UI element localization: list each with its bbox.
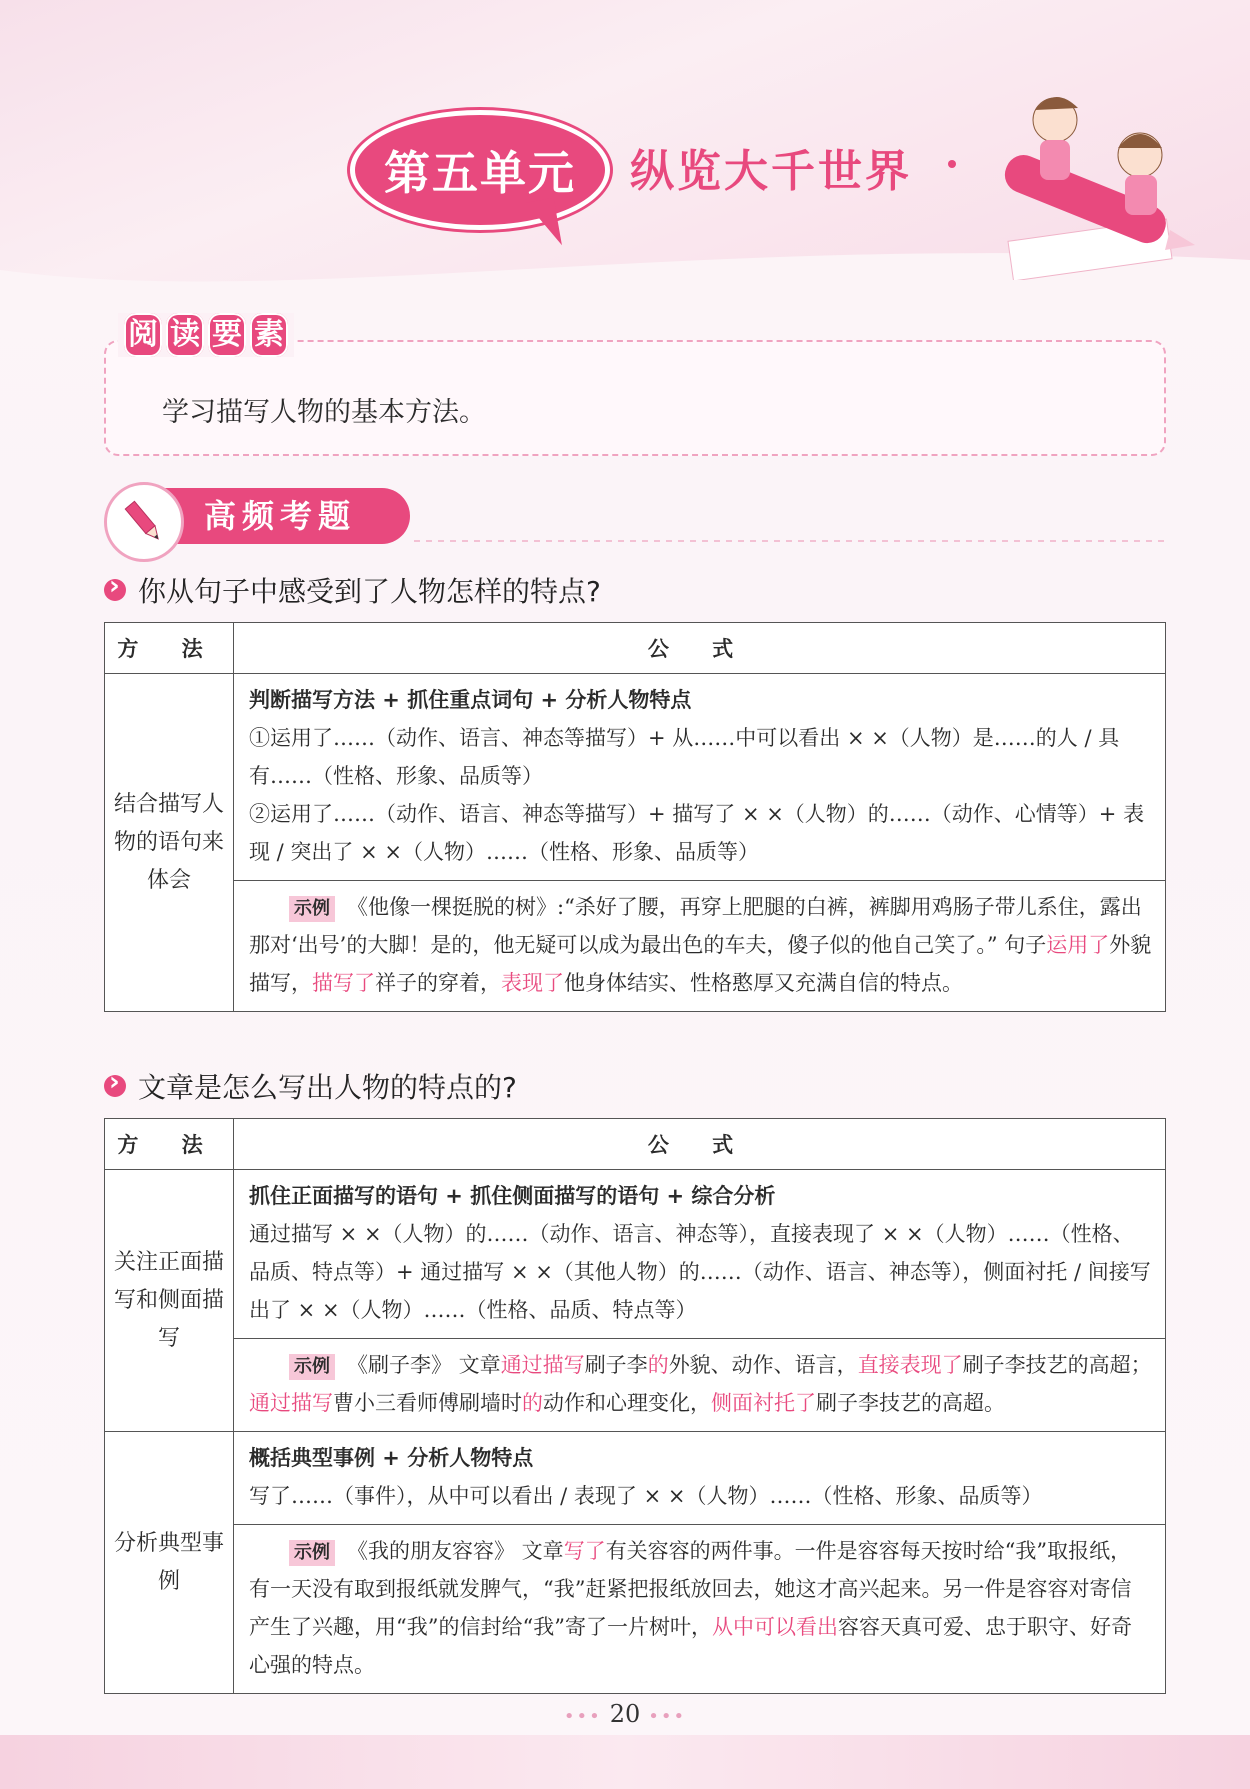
formula-line: ②运用了……（动作、语言、神态等描写）+ 描写了 × ×（人物）的……（动作、心情等）+ 表现 / 突出了 × ×（人物）……（性格、形象、品质等） [249, 802, 1145, 864]
highlight: 的 [522, 1391, 543, 1415]
header-formula: 公 式 [234, 1119, 1166, 1170]
example-text: 刷子李技艺的高超； [962, 1353, 1152, 1377]
highlight: 表现了 [501, 971, 564, 995]
example-text: 刷子李技艺的高超。 [816, 1391, 1005, 1415]
header-formula: 公 式 [234, 623, 1166, 674]
question-text: 文章是怎么写出人物的特点的? [138, 1071, 517, 1104]
high-frequency-banner [104, 488, 414, 544]
footer-dots: ••• [648, 1706, 687, 1727]
highlight: 运用了 [1046, 933, 1110, 957]
header-method: 方 法 [105, 623, 234, 674]
formula-line: 通过描写 × ×（人物）的……（动作、语言、神态等），直接表现了 × ×（人物）……（性格、品质、特点等）+ 通过描写 × ×（其他人物）的……（动作、语言、神态等），侧面衬托 / 间接写出了 × ×（人物）……（性格、品质、特点等） [249, 1222, 1151, 1322]
label-char: 阅 [124, 313, 162, 357]
formula-head: 抓住正面描写的语句 + 抓住侧面描写的语句 + 综合分析 [249, 1184, 776, 1208]
example-tag: 示例 [289, 1540, 335, 1566]
reading-element-label [118, 313, 294, 357]
page-footer [0, 1700, 1250, 1728]
bottom-band [0, 1735, 1250, 1789]
formula-cell [234, 1432, 1166, 1525]
example-text: 容容天真可爱、忠于职守、好奇心强的特点。 [249, 1615, 1132, 1677]
formula-head: 判断描写方法 + 抓住重点词句 + 分析人物特点 [249, 688, 692, 712]
highlight: 从中可以看出 [711, 1615, 838, 1639]
example-text: 动作和心理变化， [543, 1391, 711, 1415]
bullet-icon [104, 579, 126, 601]
pencil-icon [104, 482, 184, 562]
title-dot [948, 160, 956, 168]
example-text: 他身体结实、性格憨厚又充满自信的特点。 [564, 971, 963, 995]
header-method: 方 法 [105, 1119, 234, 1170]
method-cell: 关注正面描写和侧面描写 [105, 1170, 234, 1432]
formula-cell [234, 674, 1166, 881]
example-tag: 示例 [289, 896, 335, 922]
highlight: 写了 [563, 1539, 606, 1563]
highlight: 通过描写 [500, 1353, 585, 1377]
example-text: 《我的朋友容容》 文章 [347, 1539, 564, 1563]
reading-element-text: 学习描写人物的基本方法。 [162, 397, 486, 428]
question-text: 你从句子中感受到了人物怎样的特点? [138, 575, 601, 608]
highlight: 的 [647, 1353, 669, 1377]
formula-line: 写了……（事件），从中可以看出 / 表现了 × ×（人物）……（性格、形象、品质等） [249, 1484, 1043, 1508]
formula-table-1 [104, 622, 1166, 1012]
example-cell [234, 1339, 1166, 1432]
label-char: 要 [208, 313, 246, 357]
example-text: 祥子的穿着， [375, 971, 501, 995]
example-tag: 示例 [289, 1354, 335, 1380]
example-text: 《刷子李》 文章 [347, 1353, 501, 1377]
formula-line: ①运用了……（动作、语言、神态等描写）+ 从……中可以看出 × ×（人物）是……的人 / 具有……（性格、形象、品质等） [249, 726, 1120, 788]
unit-bubble [350, 110, 610, 230]
label-char: 素 [250, 313, 288, 357]
banner-divider [414, 540, 1164, 542]
highlight: 直接表现了 [857, 1353, 963, 1377]
formula-table-2 [104, 1118, 1166, 1694]
question-heading-2 [104, 1066, 517, 1106]
unit-label: 第五单元 [384, 146, 576, 200]
label-char: 读 [166, 313, 204, 357]
example-text: 外貌描写， [249, 933, 1152, 995]
highlight: 侧面衬托了 [711, 1391, 816, 1415]
example-text: 曹小三看师傅刷墙时 [333, 1391, 522, 1415]
highlight: 通过描写 [249, 1391, 333, 1415]
unit-title: 纵览大千世界 [630, 146, 912, 197]
footer-dots: ••• [563, 1706, 602, 1727]
banner-label: 高频考题 [160, 488, 410, 544]
formula-cell [234, 1170, 1166, 1339]
example-cell [234, 881, 1166, 1012]
example-text: 外貌、动作、语言， [668, 1353, 858, 1377]
example-text: 有关容容的两件事。一件是容容每天按时给“我”取报纸，有一天没有取到报纸就发脾气，“我”赶紧把报纸放回去，她这才高兴起来。另一件是容容对寄信产生了兴趣，用“我”的信封给“我”寄了一片树叶， [249, 1539, 1132, 1639]
example-text: 《他像一棵挺脱的树》:“杀好了腰，再穿上肥腿的白裤，裤脚用鸡肠子带儿系住，露出那对‘出号’的大脚！是的，他无疑可以成为最出色的车夫，傻子似的他自己笑了。” 句子 [249, 895, 1142, 957]
formula-head: 概括典型事例 + 分析人物特点 [249, 1446, 534, 1470]
method-cell: 结合描写人物的语句来体会 [105, 674, 234, 1012]
highlight: 描写了 [312, 971, 375, 995]
question-heading-1 [104, 570, 601, 610]
example-cell [234, 1525, 1166, 1694]
page-number: 20 [609, 1700, 641, 1728]
method-cell: 分析典型事例 [105, 1432, 234, 1694]
example-text: 刷子李 [584, 1353, 648, 1377]
kids-on-pencil-illustration [990, 80, 1210, 280]
bullet-icon [104, 1075, 126, 1097]
